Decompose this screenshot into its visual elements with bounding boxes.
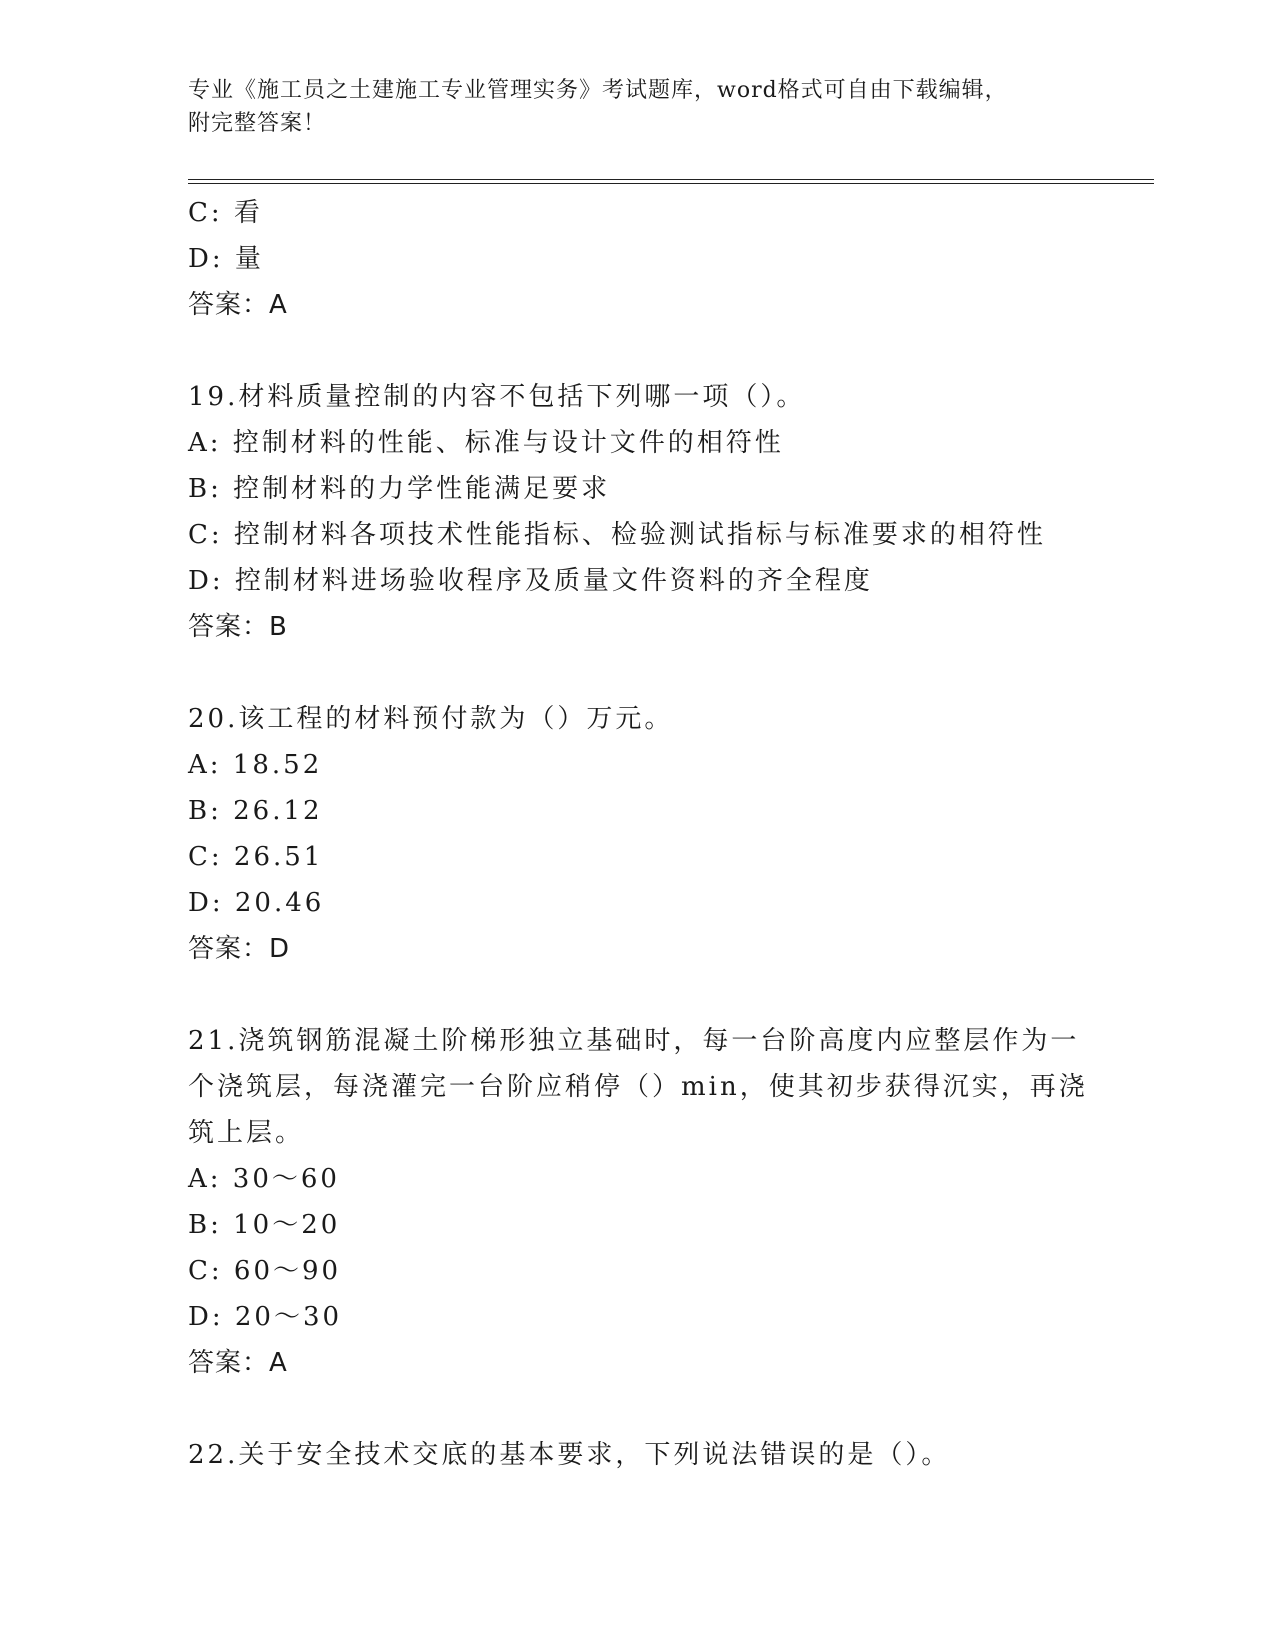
header-divider-top (188, 179, 1154, 180)
question-21 (188, 1018, 1088, 1386)
question-stem: 20.该工程的材料预付款为（）万元。 (188, 704, 674, 734)
question-stem-line-3: 筑上层。 (188, 1118, 305, 1148)
answer-line: 答案：D (188, 934, 291, 964)
question-19 (188, 374, 1088, 650)
option-b: B: 10～20 (188, 1210, 341, 1240)
option-c: C: 26.51 (188, 842, 324, 872)
answer-line: 答案：B (188, 612, 288, 642)
option-c: C: 看 (188, 198, 263, 228)
question-list (188, 190, 1088, 1478)
option-d: D: 量 (188, 244, 264, 274)
answer-line: 答案：A (188, 290, 288, 320)
option-d: D: 20.46 (188, 888, 325, 918)
answer-line: 答案：A (188, 1348, 288, 1378)
spacer (188, 1386, 1088, 1432)
header-line-1: 专业《施工员之土建施工专业管理实务》考试题库，word格式可自由下载编辑， (188, 78, 1008, 103)
question-stem: 22.关于安全技术交底的基本要求，下列说法错误的是（）。 (188, 1440, 951, 1470)
option-a: A: 18.52 (188, 750, 323, 780)
header-line-2: 附完整答案！ (188, 111, 327, 136)
question-22 (188, 1432, 1088, 1478)
option-a: A: 控制材料的性能、标准与设计文件的相符性 (188, 428, 784, 458)
option-a: A: 30～60 (188, 1164, 340, 1194)
question-20 (188, 696, 1088, 972)
question-18-tail (188, 190, 1088, 328)
header-divider-bottom (188, 183, 1154, 184)
spacer (188, 972, 1088, 1018)
option-c: C: 60～90 (188, 1256, 342, 1286)
option-d: D: 20～30 (188, 1302, 343, 1332)
spacer (188, 328, 1088, 374)
question-stem-line-1: 21.浇筑钢筋混凝土阶梯形独立基础时，每一台阶高度内应整层作为一 (188, 1026, 1080, 1056)
question-stem-line-2: 个浇筑层，每浇灌完一台阶应稍停（）min，使其初步获得沉实，再浇 (188, 1072, 1088, 1102)
question-stem: 19.材料质量控制的内容不包括下列哪一项（）。 (188, 382, 806, 412)
option-b: B: 控制材料的力学性能满足要求 (188, 474, 611, 504)
spacer (188, 650, 1088, 696)
option-c: C: 控制材料各项技术性能指标、检验测试指标与标准要求的相符性 (188, 520, 1046, 550)
document-header (188, 74, 1088, 140)
option-d: D: 控制材料进场验收程序及质量文件资料的齐全程度 (188, 566, 873, 596)
option-b: B: 26.12 (188, 796, 323, 826)
